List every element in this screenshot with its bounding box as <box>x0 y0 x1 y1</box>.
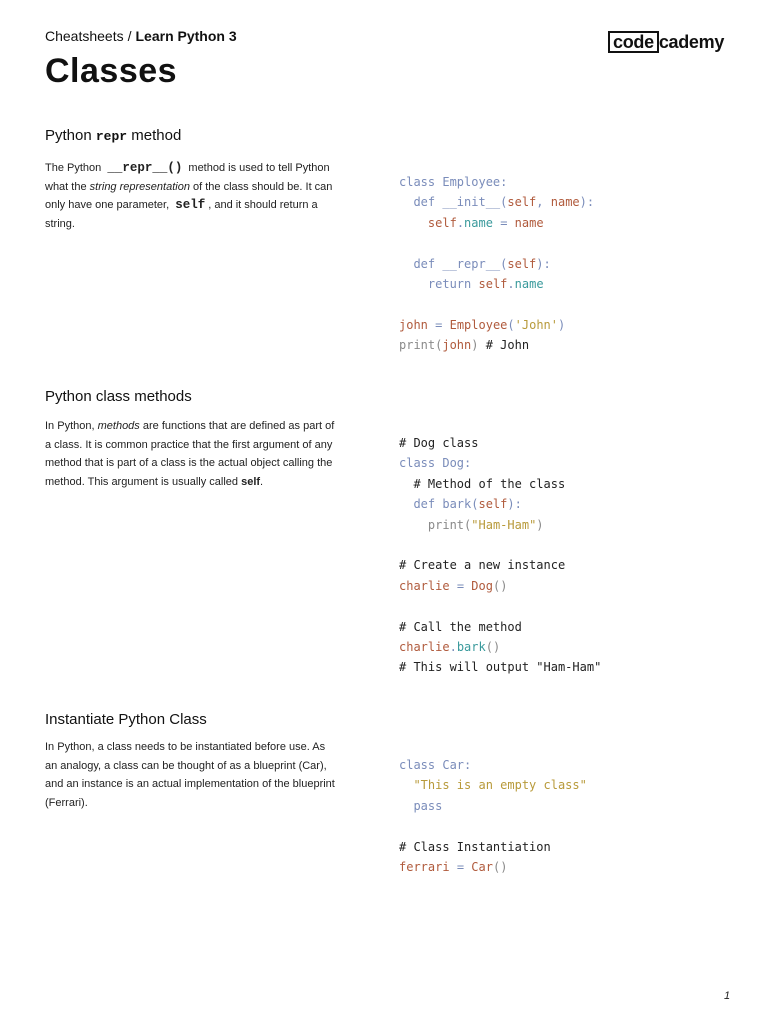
section-desc-instantiate: In Python, a class needs to be instantiated before use. As an analogy, a class can be thought of as a blueprint (Car), and an instance is an actual implementation of the blueprint (Ferrari). <box>45 741 335 809</box>
codecademy-logo[interactable] <box>608 31 724 53</box>
code-block-class-methods: # Dog class class Dog: # Method of the class def bark(self): print("Ham-Ham") # Create a new instance charlie = Dog() # Call the method charlie.bark() # This will output "Ham-Ham" <box>399 436 602 675</box>
breadcrumb-course[interactable]: Learn Python 3 <box>135 28 237 44</box>
breadcrumb-cheatsheets[interactable]: Cheatsheets <box>45 28 124 44</box>
section-title-instantiate: Instantiate Python Class <box>45 711 207 728</box>
logo-rest-text: cademy <box>658 32 725 52</box>
breadcrumb <box>45 28 237 44</box>
page-number: 1 <box>724 990 731 1002</box>
code-block-repr: class Employee: def __init__(self, name): self.name = name def __repr__(self): return self.name john = Employee('John') print(john) # John <box>399 175 595 353</box>
section-desc-repr: The Python __repr__() method is used to tell Python what the string representation of the class should be. It can only have one parameter, self , and it should return a string. <box>45 161 333 230</box>
section-title-class-methods: Python class methods <box>45 388 192 405</box>
section-desc-class-methods: In Python, methods are functions that are defined as part of a class. It is common practice that the first argument of any method that is part of a class is the actual object calling the method. This argument is usually called self. <box>45 420 335 488</box>
logo-boxed-text: code <box>608 31 659 53</box>
page-title: Classes <box>45 52 178 90</box>
code-block-instantiate: class Car: "This is an empty class" pass # Class Instantiation ferrari = Car() <box>399 758 587 875</box>
section-title-repr: Python repr method <box>45 127 182 144</box>
breadcrumb-separator: / <box>127 28 132 44</box>
